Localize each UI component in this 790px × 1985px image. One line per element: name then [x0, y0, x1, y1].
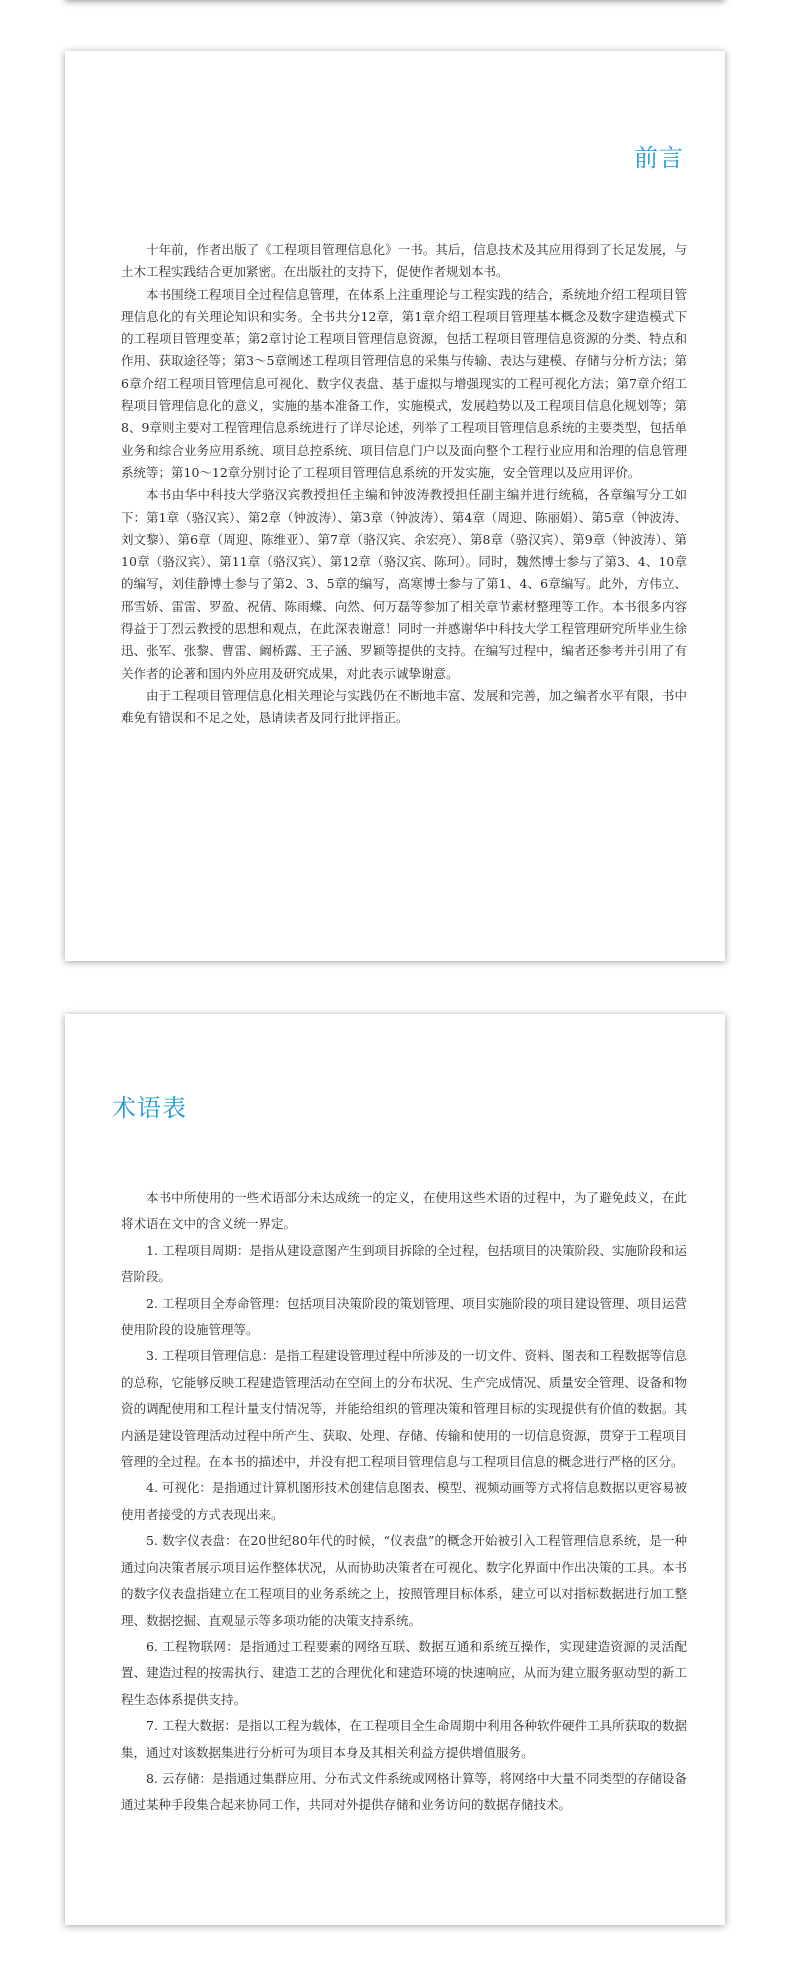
glossary-term: 7. 工程大数据：是指以工程为载体，在工程项目全生命周期中利用各种软件硬件工具所获取的数据集，通过对该数据集进行分析可为项目本身及其相关利益方提供增值服务。 — [121, 1718, 687, 1760]
glossary-term: 3. 工程项目管理信息：是指工程建设管理过程中所涉及的一切文件、资料、图表和工程数据等信息的总称，它能够反映工程建造管理活动在空间上的分布状况、生产完成情况、质量安全管理、设备和物资的调配使用和工程计量支付情况等，并能给组织的管理决策和管理目标的实现提供有价值的数据。其内涵是建设管理活动过程中所产生、获取、处理、存储、传输和使用的一切信息资源，贯穿于工程项目管理的全过程。在本书的描述中，并没有把工程项目管理信息与工程项目信息的概念进行严格的区分。 — [121, 1348, 687, 1470]
glossary-term: 4. 可视化：是指通过计算机图形技术创建信息图表、模型、视频动画等方式将信息数据以更容易被使用者接受的方式表现出来。 — [121, 1480, 687, 1522]
glossary-intro: 本书中所使用的一些术语部分未达成统一的定义，在使用这些术语的过程中，为了避免歧义，在此将术语在文中的含义统一界定。 — [121, 1190, 687, 1232]
glossary-term: 2. 工程项目全寿命管理：包括项目决策阶段的策划管理、项目实施阶段的项目建设管理、项目运营使用阶段的设施管理等。 — [121, 1295, 687, 1338]
glossary-term: 8. 云存储：是指通过集群应用、分布式文件系统或网格计算等，将网络中大量不同类型的存储设备通过某种手段集合起来协同工作，共同对外提供存储和业务访问的数据存储技术。 — [121, 1770, 687, 1813]
glossary-page — [65, 1014, 725, 1925]
preface-title: 前言 — [634, 144, 684, 172]
preface-paragraph: 本书围绕工程项目全过程信息管理，在体系上注重理论与工程实践的结合，系统地介绍工程项目管理信息化的有关理论知识和实务。全书共分12章，第1章介绍工程项目管理基本概念及数字建造模式下的工程项目管理变革；第2章讨论工程项目管理信息资源，包括工程项目管理信息资源的分类、特点和作用、获取途径等；第3～5章阐述工程项目管理信息的采集与传输、表达与建模、存储与分析方法；第6章介绍工程项目管理信息可视化、数字仪表盘、基于虚拟与增强现实的工程可视化方法；第7章介绍工程项目管理信息化的意义，实施的基本准备工作，实施模式，发展趋势以及工程项目信息化规划等；第8、9章则主要对工程管理信息系统进行了详尽论述，列举了工程项目管理信息系统的主要类型，包括单业务和综合业务应用系统、项目总控系统、项目信息门户以及面向整个工程行业应用和治理的信息管理系统等；第10～12章分别讨论了工程项目管理信息系统的开发实施，安全管理以及应用评价。 — [121, 286, 687, 480]
glossary-title: 术语表 — [112, 1094, 187, 1122]
preface-body — [121, 239, 687, 730]
glossary-term: 1. 工程项目周期：是指从建设意图产生到项目拆除的全过程，包括项目的决策阶段、实施阶段和运营阶段。 — [121, 1242, 687, 1285]
preface-paragraph: 十年前，作者出版了《工程项目管理信息化》一书。其后，信息技术及其应用得到了长足发展，与土木工程实践结合更加紧密。在出版社的支持下，促使作者规划本书。 — [121, 242, 687, 280]
preface-paragraph: 本书由华中科技大学骆汉宾教授担任主编和钟波涛教授担任副主编并进行统稿，各章编写分工如下：第1章（骆汉宾）、第2章（钟波涛）、第3章（钟波涛）、第4章（周迎、陈丽娟）、第5章（钟波涛、刘文黎）、第6章（周迎、陈维亚）、第7章（骆汉宾、余宏亮）、第8章（骆汉宾）、第9章（钟波涛）、第10章（骆汉宾）、第11章（骆汉宾）、第12章（骆汉宾、陈珂）。同时，魏然博士参与了第3、4、10章的编写，刘佳静博士参与了第2、3、5章的编写，高寒博士参与了第1、4、6章编写。此外，方伟立、邢雪娇、雷雷、罗盈、祝倩、陈雨蝶、向然、何万磊等参加了相关章节素材整理等工作。本书很多内容得益于丁烈云教授的思想和观点，在此深表谢意！同时一并感谢华中科技大学工程管理研究所毕业生徐迅、张军、张黎、曹雷、阚桥露、王子涵、罗颖等提供的支持。在编写过程中，编者还参考并引用了有关作者的论著和国内外应用及研究成果，对此表示诚挚谢意。 — [121, 487, 687, 681]
preface-page — [65, 51, 725, 961]
glossary-body — [121, 1185, 687, 1819]
glossary-term: 6. 工程物联网：是指通过工程要素的网络互联、数据互通和系统互操作，实现建造资源的灵活配置、建造过程的按需执行、建造工艺的合理优化和建造环境的快速响应，从而为建立服务驱动型的新工程生态体系提供支持。 — [121, 1638, 687, 1707]
preface-paragraph: 由于工程项目管理信息化相关理论与实践仍在不断地丰富、发展和完善，加之编者水平有限，书中难免有错误和不足之处，恳请读者及同行批评指正。 — [121, 687, 687, 726]
glossary-term: 5. 数字仪表盘：在20世纪80年代的时候，“仪表盘”的概念开始被引入工程管理信息系统，是一种通过向决策者展示项目运作整体状况，从而协助决策者在可视化、数字化界面中作出决策的工具。本书的数字仪表盘指建立在工程项目的业务系统之上，按照管理目标体系，建立可以对指标数据进行加工整理、数据挖掘、直观显示等多项功能的决策支持系统。 — [121, 1533, 687, 1628]
